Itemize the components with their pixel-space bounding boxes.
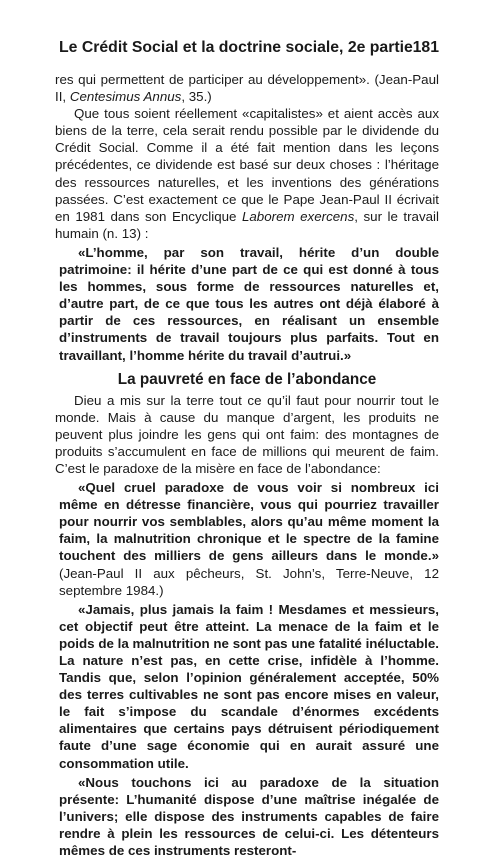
paragraph-text: , 35.) (181, 89, 212, 105)
paragraph-paradox: Dieu a mis sur la terre tout ce qu’il faut pour nourrir tout le monde. Mais à cause du manque d’argent, les produits ne peuvent plus joindre les gens qui ont faim: des montagnes de produits s’accumulent en face de millions qui meurent de faim. C’est le paradoxe de la misère en face de l’abondance: (55, 392, 439, 476)
running-head-title: Le Crédit Social et la doctrine sociale, 2e partie (59, 39, 413, 56)
paragraph-continuation (55, 71, 439, 105)
section-heading: La pauvreté en face de l’abondance (117, 370, 377, 388)
paragraph-dividend (55, 105, 439, 242)
running-head (55, 39, 439, 63)
paragraph-text: , sur le travail humain (n. 13) : (55, 208, 439, 241)
encyclical-title: Laborem exercens (241, 208, 355, 224)
quote-fishermen (59, 479, 439, 599)
quote-citation: (Jean-Paul II aux pêcheurs, St. John’s, Terre-Neuve, 12 septembre 1984.) (59, 565, 439, 598)
paragraph-text: Que tous soient réellement «capitalistes» et aient accès aux biens de la terre, cela serait rendu possible par le dividende du Crédit Social. Comme il a été fait mention dans les leçons précédentes, ce dividende est basé sur deux choses : l’héritage des ressources naturelles, et les inventions des générations passées. C’est exactement ce que le Pape Jean-Paul II écrivait en 1981 dans son Encyclique (55, 106, 439, 224)
quote-hunger: «Jamais, plus jamais la faim ! Mesdames et messieurs, cet objectif peut être atteint. La menace de la faim et le poids de la malnutrition ne sont pas une fatalité inéluctable. La nature n’est pas, en cette crise, infidèle à l’homme. Tandis que, selon l’opinion généralement acceptée, 50% des terres cultivables ne sont pas encore mises en valeur, le fait s’impose du scandale d’énormes excédents alimentaires que certains pays détruisent périodiquement faute d’une sage économie qui en aurait assuré une consommation utile. (59, 601, 439, 771)
quote-text: «Quel cruel paradoxe de vous voir si nombreux ici même en détresse financière, vous qui pourriez travailler pour nourrir vos semblables, alors qu’au même moment la faim, la malnutrition chronique et le spectre de la famine touchent des milliers de gens ailleurs dans le monde.» (59, 480, 439, 564)
source-title: Centesimus Annus (69, 89, 182, 105)
quote-laborem-exercens: «L’homme, par son travail, hérite d’un double patrimoine: il hérite d’une part de ce qui est donné à tous les hommes, sous forme de ressources naturelles et, d’autre part, de ce que tous les autres ont déjà élaboré à partir de ces ressources, en réalisant un ensemble d’instruments de travail toujours plus parfaits. Tout en travaillant, l’homme hérite du travail d’autrui.» (59, 244, 439, 363)
page-number: 181 (412, 39, 439, 56)
quote-paradox-present: «Nous touchons ici au paradoxe de la situation présente: L’humanité dispose d’une maîtrise inégalée de l’univers; elle dispose des instruments capables de faire rendre à plein les ressources de celui-ci. Les détenteurs mêmes de ces instruments resteront- (59, 774, 439, 859)
paragraph-text: res qui permettent de participer au développement». (Jean-Paul II, (55, 72, 439, 105)
